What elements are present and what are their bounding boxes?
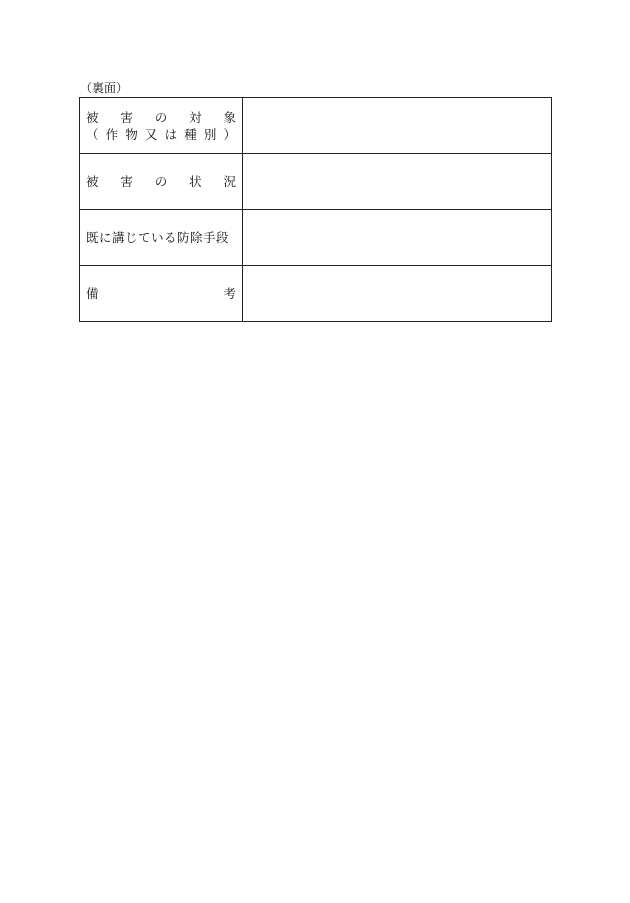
value-damage-target[interactable] (243, 98, 552, 154)
table-row-damage-status (80, 154, 552, 210)
label-line: 被 害 の 状 況 (86, 174, 236, 189)
value-damage-status[interactable] (243, 154, 552, 210)
label-line: 被 害 の 対 象 (86, 109, 236, 125)
label-line: 備 考 (86, 286, 236, 301)
table-row-remarks (80, 266, 552, 322)
value-control-measures[interactable] (243, 210, 552, 266)
damage-report-table (79, 97, 552, 322)
label-damage-status (80, 154, 243, 210)
table-row-control-measures (80, 210, 552, 266)
table-row-damage-target (80, 98, 552, 154)
label-line: （ 作 物 又 は 種 別 ） (86, 126, 236, 142)
value-remarks[interactable] (243, 266, 552, 322)
label-control-measures: 既に講じている防除手段 (80, 210, 243, 266)
label-remarks (80, 266, 243, 322)
label-damage-target (80, 98, 243, 154)
page-side-label: （裏面） (80, 81, 129, 95)
